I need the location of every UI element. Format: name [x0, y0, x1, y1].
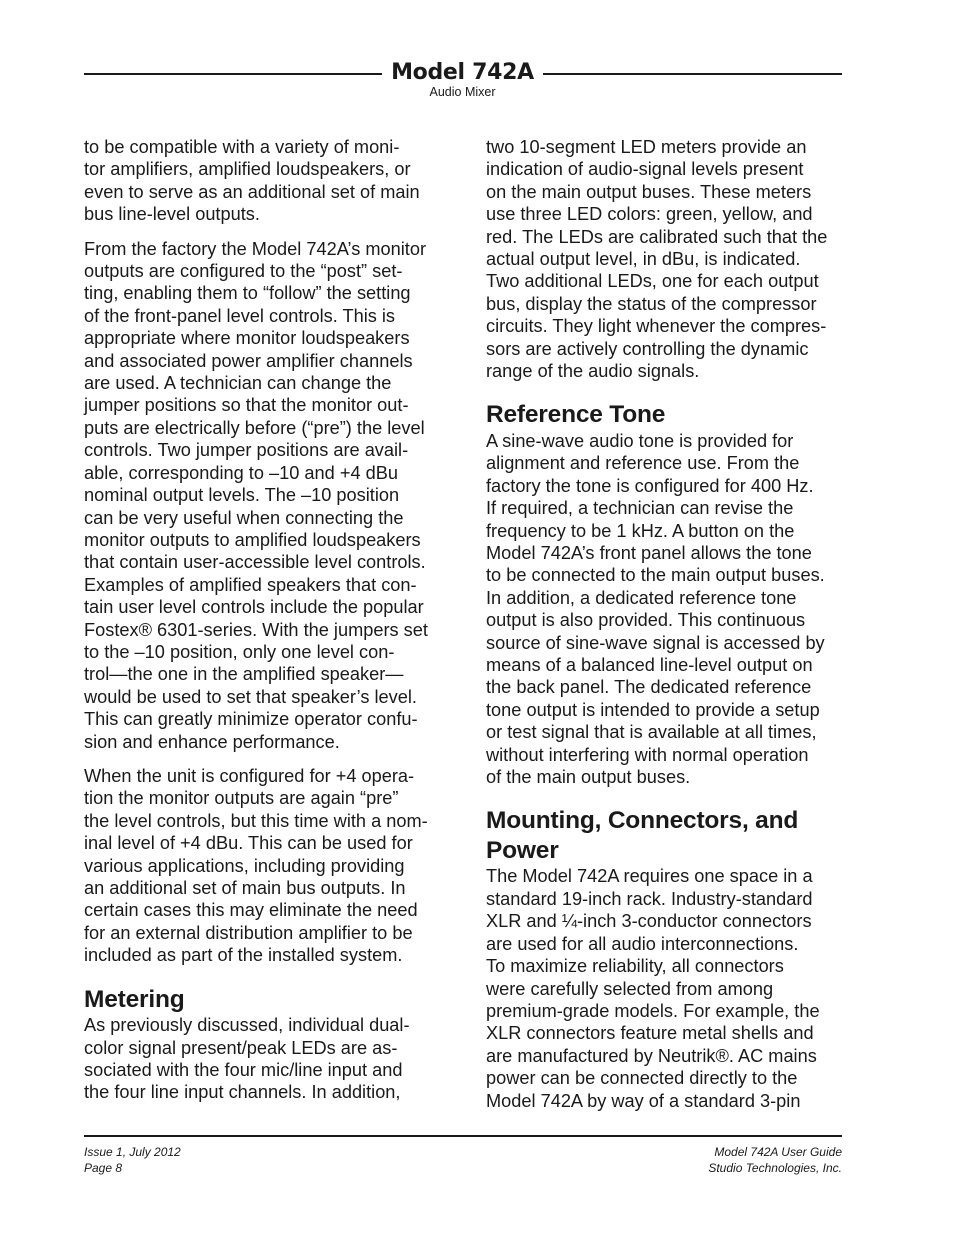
page-title: Model 742A: [391, 60, 534, 85]
page-subtitle: Audio Mixer: [429, 85, 496, 99]
footer-right: [708, 1144, 842, 1176]
left-column: [84, 136, 444, 1116]
paragraph-plus4-operation: When the unit is configured for +4 opera- tion the monitor outputs are again “pre” the level controls, but this time with a nom- inal level of +4 dBu. This can be used for various applications, including providing an additional set of main bus outputs. In certain cases this may eliminate the need for an external distribution amplifier to be included as part of the installed system.: [84, 765, 428, 966]
paragraph-mounting: The Model 742A requires one space in a standard 19-inch rack. Industry-standard XLR and ¼-inch 3-conductor connectors are used for all audio interconnections. To maximize reliability, all connectors were carefully selected from among premium-grade models. For example, the XLR connectors feature metal shells and are manufactured by Neutrik®. AC mains power can be connected directly to the Model 742A by way of a standard 3-pin: [486, 866, 820, 1111]
header-rule-left: [84, 73, 382, 75]
paragraph-factory-settings: From the factory the Model 742A’s monitor outputs are configured to the “post” set- ting, enabling them to “follow” the setting of the front-panel level controls. This is appropriate where monitor loudspeakers and associated power amplifier channels are used. A technician can change the jumper positions so that the monitor out- puts are electrically before (“pre”) the level controls. Two jumper positions are avail- able, corresponding to –10 and +4 dBu nominal output levels. The –10 position can be very useful when connecting the monitor outputs to amplified loudspeakers that contain user-accessible level controls. Examples of amplified speakers that con- tain user level controls include the popular Fostex® 6301-series. With the jumpers set to the –10 position, only one level con- trol—the one in the amplified speaker— would be used to set that speaker’s level. This can greatly minimize operator confu- sion and enhance performance.: [84, 238, 428, 752]
paragraph-monitor-amplifiers: to be compatible with a variety of moni- tor amplifiers, amplified loudspeakers, or even to serve as an additional set of main bus line-level outputs.: [84, 137, 420, 225]
heading-metering: Metering: [84, 985, 185, 1013]
footer-page-number: Page 8: [84, 1161, 123, 1175]
right-column: [486, 136, 846, 1124]
footer-guide-title: Model 742A User Guide: [714, 1145, 842, 1159]
heading-reference-tone: Reference Tone: [486, 401, 666, 429]
footer-company: Studio Technologies, Inc.: [708, 1161, 842, 1175]
heading-mounting: Mounting, Connectors, and Power: [486, 807, 799, 864]
paragraph-metering: As previously discussed, individual dual- color signal present/peak LEDs are as- sociated with the four mic/line input and the four line input channels. In addition,: [84, 1015, 410, 1103]
header-rule-right: [543, 73, 842, 75]
footer-left: [84, 1144, 181, 1176]
footer-rule: [84, 1135, 842, 1137]
paragraph-reference-tone: A sine-wave audio tone is provided for alignment and reference use. From the factory the tone is configured for 400 Hz. If required, a technician can revise the frequency to be 1 kHz. A button on the Model 742A’s front panel allows the tone to be connected to the main output buses. In addition, a dedicated reference tone output is also provided. This continuous source of sine-wave signal is accessed by means of a balanced line-level output on the back panel. The dedicated reference tone output is intended to provide a setup or test signal that is available at all times, without interfering with normal operation of the main output buses.: [486, 430, 825, 788]
footer-issue: Issue 1, July 2012: [84, 1145, 181, 1159]
paragraph-led-meters: two 10-segment LED meters provide an indication of audio-signal levels present on the main output buses. These meters use three LED colors: green, yellow, and red. The LEDs are calibrated such that the actual output level, in dBu, is indicated. Two additional LEDs, one for each output bus, display the status of the compressor circuits. They light whenever the compres- sors are actively controlling the dynamic range of the audio signals.: [486, 137, 828, 382]
